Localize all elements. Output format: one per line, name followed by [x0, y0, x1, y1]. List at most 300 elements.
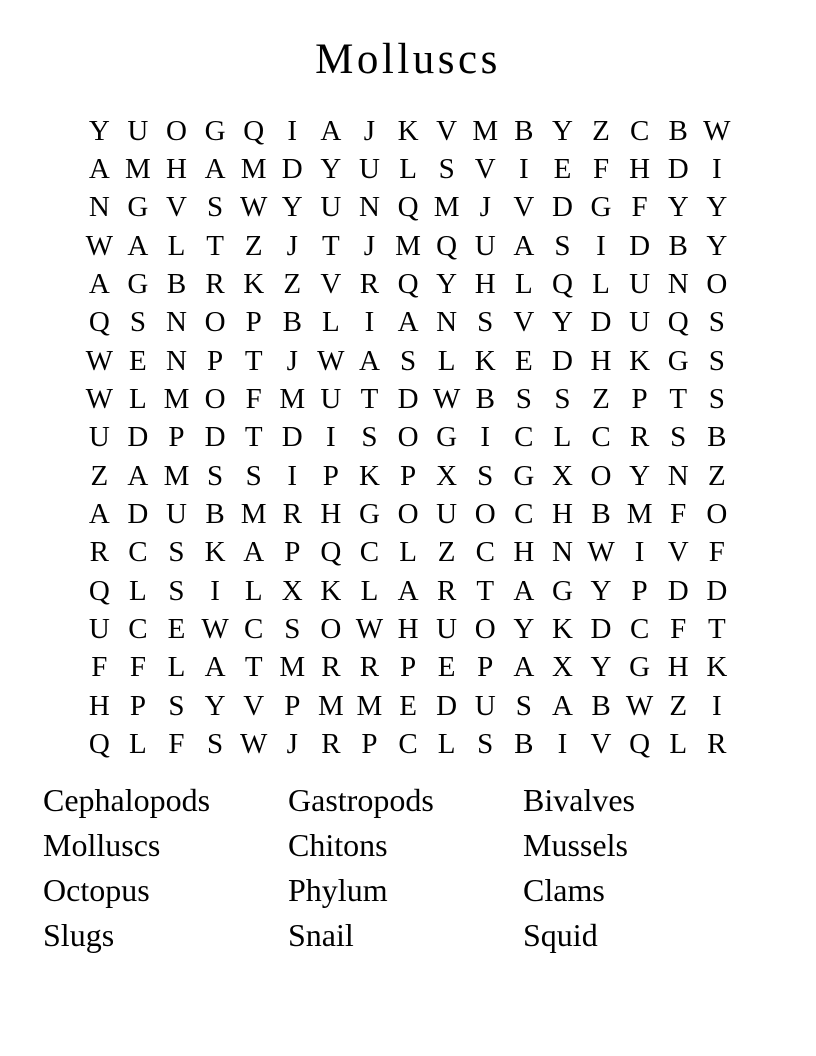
grid-letter: Y: [667, 191, 689, 224]
grid-letter: V: [436, 114, 458, 147]
grid-letter: Q: [629, 728, 651, 761]
grid-letter: S: [477, 306, 494, 339]
grid-letter: U: [436, 498, 458, 531]
grid-letter: M: [433, 191, 460, 224]
grid-letter: D: [281, 153, 303, 186]
grid-letter: N: [166, 306, 187, 339]
word-list-item: Slugs: [43, 917, 115, 953]
grid-letter: S: [515, 689, 532, 722]
grid-letter: D: [667, 153, 689, 186]
grid-letter: S: [708, 383, 725, 416]
grid-letter: Q: [397, 268, 419, 301]
grid-letter: Q: [243, 114, 265, 147]
grid-letter: W: [587, 536, 615, 569]
grid-letter: D: [667, 574, 689, 607]
grid-letter: L: [669, 728, 688, 761]
grid-letter: Y: [513, 613, 535, 646]
grid-letter: I: [287, 459, 298, 492]
grid-letter: I: [287, 114, 298, 147]
grid-letter: I: [364, 306, 375, 339]
grid-letter: W: [239, 728, 268, 761]
grid-letter: W: [432, 383, 461, 416]
grid-letter: W: [85, 383, 113, 416]
grid-letter: Y: [436, 268, 458, 301]
grid-letter: R: [436, 574, 457, 607]
grid-letter: M: [163, 383, 190, 416]
grid-letter: N: [358, 191, 380, 224]
grid-letter: M: [317, 689, 344, 722]
grid-letter: I: [326, 421, 336, 454]
grid-letter: O: [397, 498, 419, 531]
grid-letter: W: [317, 344, 345, 377]
grid-letter: I: [480, 421, 491, 454]
grid-letter: Z: [90, 459, 109, 492]
grid-letter: K: [474, 344, 496, 377]
grid-letter: W: [85, 229, 113, 262]
grid-letter: U: [88, 613, 110, 646]
grid-letter: S: [554, 229, 571, 262]
grid-letter: A: [513, 651, 535, 684]
grid-letter: S: [207, 728, 224, 761]
grid-letter: M: [163, 459, 190, 492]
grid-letter: R: [205, 268, 225, 301]
grid-letter: D: [436, 689, 458, 722]
grid-letter: K: [629, 344, 651, 377]
grid-letter: Y: [590, 574, 612, 607]
grid-letter: H: [166, 153, 187, 186]
grid-letter: D: [127, 498, 149, 531]
word-list-item: Gastropods: [288, 782, 434, 818]
grid-letter: P: [361, 728, 378, 761]
grid-letter: A: [243, 536, 265, 569]
word-list-column: [288, 778, 434, 958]
grid-letter: L: [437, 728, 456, 761]
word-list-item: Squid: [523, 917, 598, 953]
grid-letter: P: [284, 536, 301, 569]
grid-letter: Y: [320, 153, 342, 186]
grid-letter: Q: [436, 229, 458, 262]
grid-letter: F: [592, 153, 610, 186]
grid-letter: S: [361, 421, 378, 454]
grid-letter: F: [670, 498, 687, 531]
grid-letter: Q: [88, 728, 110, 761]
grid-letter: Z: [707, 459, 726, 492]
grid-letter: Q: [88, 574, 110, 607]
grid-letter: S: [708, 306, 725, 339]
grid-letter: M: [356, 689, 383, 722]
grid-letter: U: [127, 114, 149, 147]
grid-letter: A: [127, 229, 149, 262]
grid-letter: N: [436, 306, 458, 339]
grid-letter: P: [477, 651, 494, 684]
grid-letter: H: [551, 498, 573, 531]
grid-letter: A: [551, 689, 573, 722]
grid-letter: Z: [592, 383, 610, 416]
grid-letter: H: [397, 613, 419, 646]
grid-letter: S: [168, 689, 185, 722]
grid-letter: M: [279, 651, 306, 684]
grid-letter: L: [322, 306, 340, 339]
grid-letter: P: [399, 651, 417, 684]
grid-letter: F: [670, 613, 687, 646]
grid-letter: A: [88, 153, 110, 186]
grid-letter: Y: [88, 114, 110, 147]
grid-letter: A: [88, 268, 110, 301]
grid-letter: C: [591, 421, 611, 454]
grid-letter: Y: [281, 191, 303, 224]
word-list-item: Octopus: [43, 872, 150, 908]
grid-letter: O: [706, 498, 728, 531]
grid-letter: U: [474, 229, 496, 262]
grid-letter: K: [204, 536, 226, 569]
grid-letter: S: [670, 421, 687, 454]
grid-letter: V: [513, 191, 535, 224]
word-list-item: Bivalves: [523, 782, 635, 818]
grid-letter: D: [397, 383, 419, 416]
grid-letter: T: [476, 574, 495, 607]
grid-letter: O: [320, 613, 342, 646]
grid-letter: G: [204, 114, 226, 147]
letter-grid: [80, 112, 736, 764]
grid-letter: M: [124, 153, 151, 186]
grid-letter: R: [282, 498, 302, 531]
grid-letter: G: [551, 574, 573, 607]
grid-letter: V: [320, 268, 342, 301]
grid-letter: K: [358, 459, 380, 492]
grid-letter: A: [204, 153, 226, 186]
grid-letter: I: [711, 689, 722, 722]
grid-letter: P: [631, 383, 648, 416]
grid-letter: X: [551, 459, 573, 492]
grid-letter: I: [596, 229, 606, 262]
grid-letter: E: [399, 689, 417, 722]
grid-letter: N: [667, 459, 689, 492]
grid-letter: O: [474, 498, 496, 531]
grid-letter: R: [321, 728, 341, 761]
grid-letter: F: [708, 536, 725, 569]
grid-letter: L: [399, 536, 417, 569]
grid-letter: V: [590, 728, 612, 761]
grid-letter: L: [129, 383, 147, 416]
grid-letter: F: [245, 383, 262, 416]
grid-letter: A: [397, 574, 419, 607]
grid-letter: W: [355, 613, 384, 646]
grid-letter: R: [629, 421, 650, 454]
grid-letter: D: [706, 574, 728, 607]
word-list-column: [43, 778, 210, 958]
grid-letter: B: [668, 229, 688, 262]
grid-letter: M: [472, 114, 499, 147]
grid-letter: M: [395, 229, 421, 262]
grid-letter: S: [477, 728, 494, 761]
grid-letter: C: [128, 536, 148, 569]
grid-letter: C: [514, 498, 534, 531]
grid-letter: V: [166, 191, 187, 224]
word-list-item: Molluscs: [43, 827, 161, 863]
grid-letter: A: [358, 344, 380, 377]
grid-letter: O: [204, 306, 226, 339]
grid-letter: O: [706, 268, 728, 301]
grid-letter: N: [667, 268, 689, 301]
grid-letter: Q: [397, 191, 419, 224]
grid-letter: Q: [320, 536, 342, 569]
grid-letter: L: [592, 268, 610, 301]
grid-letter: A: [513, 574, 535, 607]
grid-letter: C: [475, 536, 495, 569]
word-list-column: [523, 778, 635, 958]
grid-letter: D: [281, 421, 303, 454]
grid-letter: G: [590, 191, 612, 224]
grid-letter: C: [128, 613, 148, 646]
grid-letter: T: [244, 344, 263, 377]
grid-letter: O: [166, 114, 187, 147]
grid-letter: S: [168, 536, 185, 569]
grid-letter: F: [129, 651, 146, 684]
grid-letter: D: [590, 306, 612, 339]
grid-letter: P: [322, 459, 339, 492]
grid-letter: X: [436, 459, 458, 492]
grid-letter: Y: [629, 459, 651, 492]
grid-letter: V: [243, 689, 265, 722]
grid-letter: P: [399, 459, 417, 492]
grid-letter: A: [127, 459, 149, 492]
grid-letter: I: [557, 728, 568, 761]
grid-letter: P: [284, 689, 301, 722]
grid-letter: W: [625, 689, 654, 722]
grid-letter: R: [707, 728, 727, 761]
grid-letter: Y: [590, 651, 612, 684]
grid-letter: D: [127, 421, 149, 454]
grid-letter: D: [590, 613, 612, 646]
grid-letter: O: [590, 459, 612, 492]
grid-letter: W: [85, 344, 113, 377]
grid-letter: S: [168, 574, 185, 607]
grid-letter: L: [129, 728, 147, 761]
grid-letter: Y: [706, 191, 728, 224]
grid-letter: S: [207, 459, 224, 492]
grid-letter: N: [166, 344, 187, 377]
grid-letter: R: [359, 268, 380, 301]
grid-letter: E: [129, 344, 147, 377]
grid-letter: H: [320, 498, 342, 531]
grid-letter: Z: [669, 689, 688, 722]
grid-letter: B: [514, 114, 534, 147]
grid-letter: C: [244, 613, 264, 646]
grid-letter: U: [436, 613, 458, 646]
grid-letter: H: [667, 651, 689, 684]
grid-letter: S: [438, 153, 455, 186]
grid-letter: R: [89, 536, 109, 569]
grid-letter: B: [205, 498, 225, 531]
grid-letter: M: [240, 498, 267, 531]
grid-letter: V: [667, 536, 689, 569]
grid-letter: T: [360, 383, 379, 416]
grid-letter: P: [168, 421, 185, 454]
grid-letter: E: [553, 153, 572, 186]
word-list-item: Cephalopods: [43, 782, 211, 818]
grid-letter: V: [513, 306, 535, 339]
word-list-item: Clams: [523, 872, 605, 908]
grid-letter: O: [474, 613, 496, 646]
grid-letter: I: [518, 153, 529, 186]
grid-letter: L: [167, 651, 186, 684]
grid-letter: K: [397, 114, 419, 147]
grid-letter: H: [474, 268, 496, 301]
grid-letter: B: [475, 383, 495, 416]
grid-letter: F: [91, 651, 108, 684]
grid-letter: I: [210, 574, 220, 607]
grid-letter: T: [244, 651, 263, 684]
grid-letter: L: [360, 574, 379, 607]
grid-letter: W: [239, 191, 268, 224]
grid-letter: C: [629, 114, 650, 147]
grid-letter: Y: [551, 306, 573, 339]
grid-letter: B: [166, 268, 187, 301]
grid-letter: Y: [551, 114, 573, 147]
grid-letter: A: [320, 114, 342, 147]
grid-letter: O: [397, 421, 419, 454]
grid-letter: R: [359, 651, 380, 684]
grid-letter: S: [284, 613, 301, 646]
grid-letter: L: [244, 574, 263, 607]
grid-letter: Q: [551, 268, 573, 301]
grid-letter: T: [322, 229, 340, 262]
grid-letter: Q: [88, 306, 110, 339]
grid-letter: X: [551, 651, 573, 684]
grid-letter: E: [167, 613, 186, 646]
grid-letter: L: [553, 421, 572, 454]
grid-letter: L: [129, 574, 147, 607]
grid-letter: G: [127, 191, 149, 224]
grid-letter: C: [629, 613, 650, 646]
grid-letter: C: [359, 536, 380, 569]
grid-letter: Z: [592, 114, 610, 147]
grid-letter: K: [706, 651, 728, 684]
grid-letter: E: [437, 651, 456, 684]
word-list: [0, 778, 816, 978]
grid-letter: U: [320, 191, 342, 224]
grid-letter: G: [513, 459, 535, 492]
grid-letter: P: [245, 306, 262, 339]
grid-letter: H: [88, 689, 110, 722]
grid-letter: J: [286, 728, 298, 761]
grid-letter: L: [437, 344, 456, 377]
grid-letter: U: [474, 689, 496, 722]
grid-letter: M: [279, 383, 306, 416]
grid-letter: J: [363, 114, 376, 147]
grid-letter: S: [245, 459, 262, 492]
grid-letter: J: [479, 191, 491, 224]
grid-letter: U: [629, 306, 651, 339]
grid-letter: H: [590, 344, 612, 377]
word-list-item: Chitons: [288, 827, 388, 863]
grid-letter: K: [551, 613, 573, 646]
grid-letter: S: [515, 383, 532, 416]
grid-letter: H: [513, 536, 535, 569]
grid-letter: B: [514, 728, 534, 761]
grid-letter: X: [281, 574, 303, 607]
grid-letter: Z: [437, 536, 456, 569]
grid-letter: J: [286, 344, 298, 377]
puzzle-title: Molluscs: [315, 36, 501, 83]
grid-letter: U: [320, 383, 342, 416]
grid-letter: A: [204, 651, 226, 684]
grid-letter: F: [631, 191, 648, 224]
grid-letter: H: [629, 153, 651, 186]
grid-letter: S: [554, 383, 571, 416]
grid-letter: L: [399, 153, 417, 186]
grid-letter: C: [398, 728, 418, 761]
grid-letter: L: [514, 268, 533, 301]
grid-letter: S: [129, 306, 146, 339]
grid-letter: S: [207, 191, 224, 224]
grid-letter: Z: [283, 268, 302, 301]
grid-letter: G: [127, 268, 149, 301]
grid-letter: M: [240, 153, 267, 186]
grid-letter: B: [668, 114, 688, 147]
grid-letter: B: [282, 306, 302, 339]
grid-letter: D: [551, 191, 573, 224]
grid-letter: T: [244, 421, 263, 454]
grid-letter: N: [551, 536, 573, 569]
grid-letter: W: [201, 613, 229, 646]
grid-letter: Q: [667, 306, 689, 339]
grid-letter: G: [667, 344, 689, 377]
grid-letter: G: [436, 421, 458, 454]
grid-letter: P: [207, 344, 224, 377]
grid-letter: B: [707, 421, 727, 454]
grid-letter: G: [629, 651, 651, 684]
grid-letter: N: [88, 191, 110, 224]
grid-letter: U: [358, 153, 380, 186]
grid-letter: T: [707, 613, 726, 646]
grid-letter: E: [514, 344, 533, 377]
grid-letter: D: [629, 229, 651, 262]
grid-letter: F: [168, 728, 185, 761]
grid-letter: A: [513, 229, 535, 262]
grid-letter: B: [591, 689, 611, 722]
grid-letter: Z: [244, 229, 263, 262]
grid-letter: K: [320, 574, 342, 607]
grid-letter: T: [669, 383, 688, 416]
word-list-item: Phylum: [288, 872, 388, 908]
grid-letter: V: [474, 153, 496, 186]
grid-letter: L: [167, 229, 186, 262]
grid-letter: J: [363, 229, 376, 262]
grid-letter: D: [204, 421, 226, 454]
grid-letter: J: [286, 229, 298, 262]
grid-letter: K: [243, 268, 265, 301]
grid-letter: A: [397, 306, 419, 339]
grid-letter: Y: [706, 229, 728, 262]
grid-letter: U: [166, 498, 187, 531]
grid-letter: B: [591, 498, 611, 531]
word-list-item: Snail: [288, 917, 354, 953]
grid-letter: I: [634, 536, 645, 569]
grid-letter: P: [129, 689, 146, 722]
grid-letter: P: [631, 574, 648, 607]
grid-letter: D: [551, 344, 573, 377]
grid-letter: O: [204, 383, 226, 416]
grid-letter: S: [477, 459, 494, 492]
grid-letter: W: [703, 114, 731, 147]
grid-letter: U: [629, 268, 651, 301]
grid-letter: I: [711, 153, 722, 186]
grid-letter: G: [358, 498, 380, 531]
word-list-item: Mussels: [523, 827, 628, 863]
grid-letter: U: [88, 421, 110, 454]
grid-letter: A: [88, 498, 110, 531]
